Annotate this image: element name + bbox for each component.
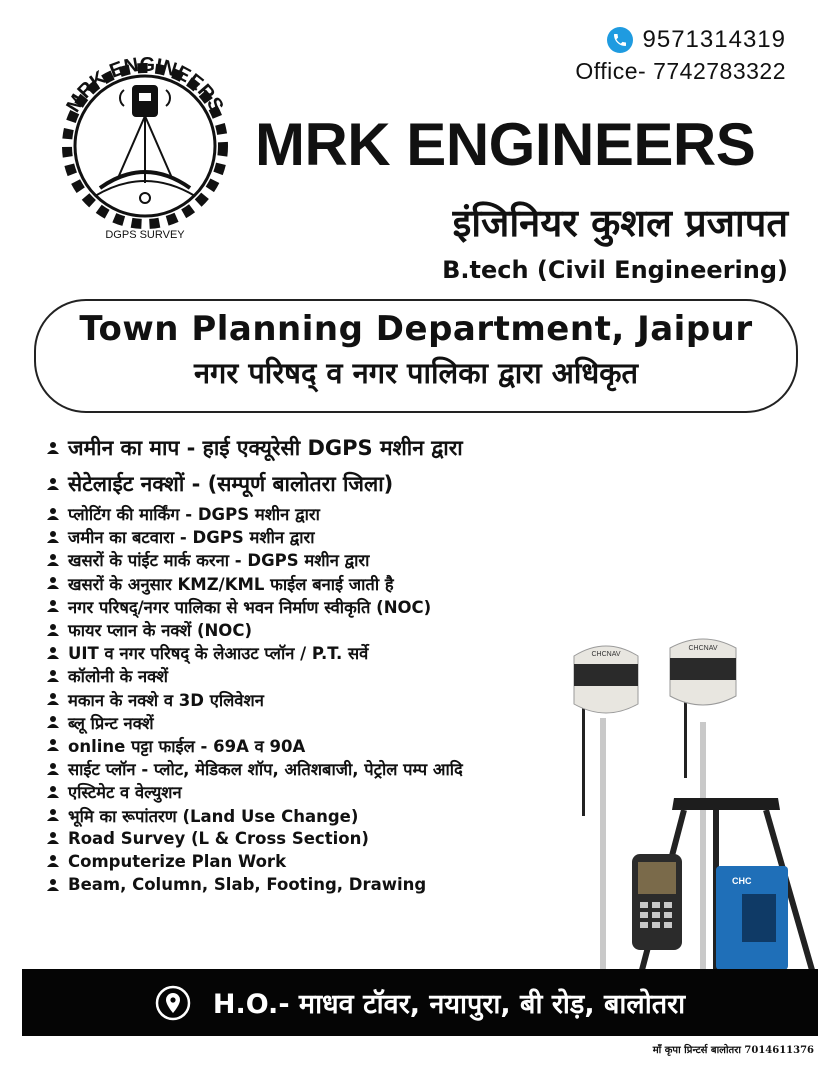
company-logo <box>40 38 250 248</box>
service-item <box>46 430 586 466</box>
service-text: खसरों के अनुसार KMZ/KML फाईल बनाई जाती है <box>68 574 394 594</box>
service-text: सेटेलाईट नक्शों - (सम्पूर्ण बालोतरा जिला) <box>68 472 394 496</box>
person-bullet-icon <box>46 623 60 637</box>
person-bullet-icon <box>46 785 60 799</box>
service-text: एस्टिमेट व वेल्युशन <box>68 783 182 803</box>
service-text: प्लोटिंग की मार्किंग - DGPS मशीन द्वारा <box>68 505 320 525</box>
person-bullet-icon <box>46 878 60 892</box>
service-text: साईट प्लॉन - प्लोट, मेडिकल शॉप, अतिशबाजी, पेट्रोल पम्प आदि <box>68 760 463 780</box>
service-item <box>46 873 586 896</box>
service-item <box>46 827 586 850</box>
service-text: भूमि का रूपांतरण (Land Use Change) <box>68 806 359 826</box>
person-bullet-icon <box>46 831 60 845</box>
phone-icon <box>607 27 633 53</box>
service-item <box>46 466 586 502</box>
service-item <box>46 688 586 711</box>
service-item <box>46 757 586 780</box>
engineer-degree: B.tech (Civil Engineering) <box>442 256 788 284</box>
service-text: खसरों के पांईट मार्क करना - DGPS मशीन द्वारा <box>68 551 370 571</box>
person-bullet-icon <box>46 669 60 683</box>
service-item <box>46 525 586 548</box>
service-text: जमीन का माप - हाई एक्यूरेसी DGPS मशीन द्वारा <box>68 436 463 460</box>
office-number[interactable]: Office- 7742783322 <box>575 58 786 84</box>
service-item <box>46 803 586 826</box>
logo-arc-text: MRK ENGINEERS <box>62 53 228 117</box>
person-bullet-icon <box>46 599 60 613</box>
person-bullet-icon <box>46 692 60 706</box>
phone-number[interactable]: 9571314319 <box>642 26 786 53</box>
receiver-1-brand: CHCNAV <box>591 651 621 658</box>
service-item <box>46 734 586 757</box>
service-text: ब्लू प्रिन्ट नक्शें <box>68 713 154 733</box>
person-bullet-icon <box>46 553 60 567</box>
person-bullet-icon <box>46 576 60 590</box>
person-bullet-icon <box>46 441 60 455</box>
service-text: Computerize Plan Work <box>68 851 287 871</box>
logo-bottom-text: DGPS SURVEY <box>105 229 185 241</box>
gps-equipment-image <box>566 626 826 970</box>
service-text: Beam, Column, Slab, Footing, Drawing <box>68 875 427 895</box>
department-subtitle: नगर परिषद् व नगर पालिका द्वारा अधिकृत <box>193 356 639 390</box>
person-bullet-icon <box>46 507 60 521</box>
service-text: मकान के नक्शे व 3D एलिवेशन <box>68 690 264 710</box>
service-text: कॉलोनी के नक्शें <box>68 667 168 687</box>
receiver-2-brand: CHCNAV <box>688 645 718 652</box>
service-item <box>46 572 586 595</box>
department-box <box>34 299 798 413</box>
person-bullet-icon <box>46 477 60 491</box>
person-bullet-icon <box>46 738 60 752</box>
person-bullet-icon <box>46 715 60 729</box>
person-bullet-icon <box>46 646 60 660</box>
person-bullet-icon <box>46 854 60 868</box>
service-item <box>46 502 586 525</box>
services-list <box>46 430 586 896</box>
head-office-address: H.O.- माधव टॉवर, नयापुरा, बी रोड़, बालोतरा <box>212 989 686 1020</box>
service-text: Road Survey (L & Cross Section) <box>68 828 369 848</box>
service-item <box>46 664 586 687</box>
brand-name: MRK ENGINEERS <box>255 111 756 178</box>
person-bullet-icon <box>46 530 60 544</box>
service-item <box>46 618 586 641</box>
service-text: फायर प्लान के नक्शें (NOC) <box>68 621 252 641</box>
service-item <box>46 641 586 664</box>
service-text: जमीन का बटवारा - DGPS मशीन द्वारा <box>68 528 315 548</box>
person-bullet-icon <box>46 808 60 822</box>
service-text: UIT व नगर परिषद् के लेआउट प्लॉन / P.T. सर्वे <box>68 644 369 664</box>
service-item <box>46 850 586 873</box>
department-title: Town Planning Department, Jaipur <box>79 309 753 349</box>
service-text: नगर परिषद्/नगर पालिका से भवन निर्माण स्वीकृति (NOC) <box>68 597 432 617</box>
person-bullet-icon <box>46 762 60 776</box>
location-pin-icon <box>155 985 191 1021</box>
footer-bar <box>22 969 818 1036</box>
service-item <box>46 711 586 734</box>
phone-row <box>607 26 786 54</box>
service-text: online पट्टा फाईल - 69A व 90A <box>68 736 306 756</box>
service-item <box>46 595 586 618</box>
service-item <box>46 548 586 571</box>
service-item <box>46 780 586 803</box>
radio-box-brand: CHC <box>732 876 752 886</box>
printer-credit: माँ कृपा प्रिन्टर्स बालोतरा 7014611376 <box>652 1045 814 1056</box>
engineer-name: इंजिनियर कुशल प्रजापत <box>452 201 788 245</box>
